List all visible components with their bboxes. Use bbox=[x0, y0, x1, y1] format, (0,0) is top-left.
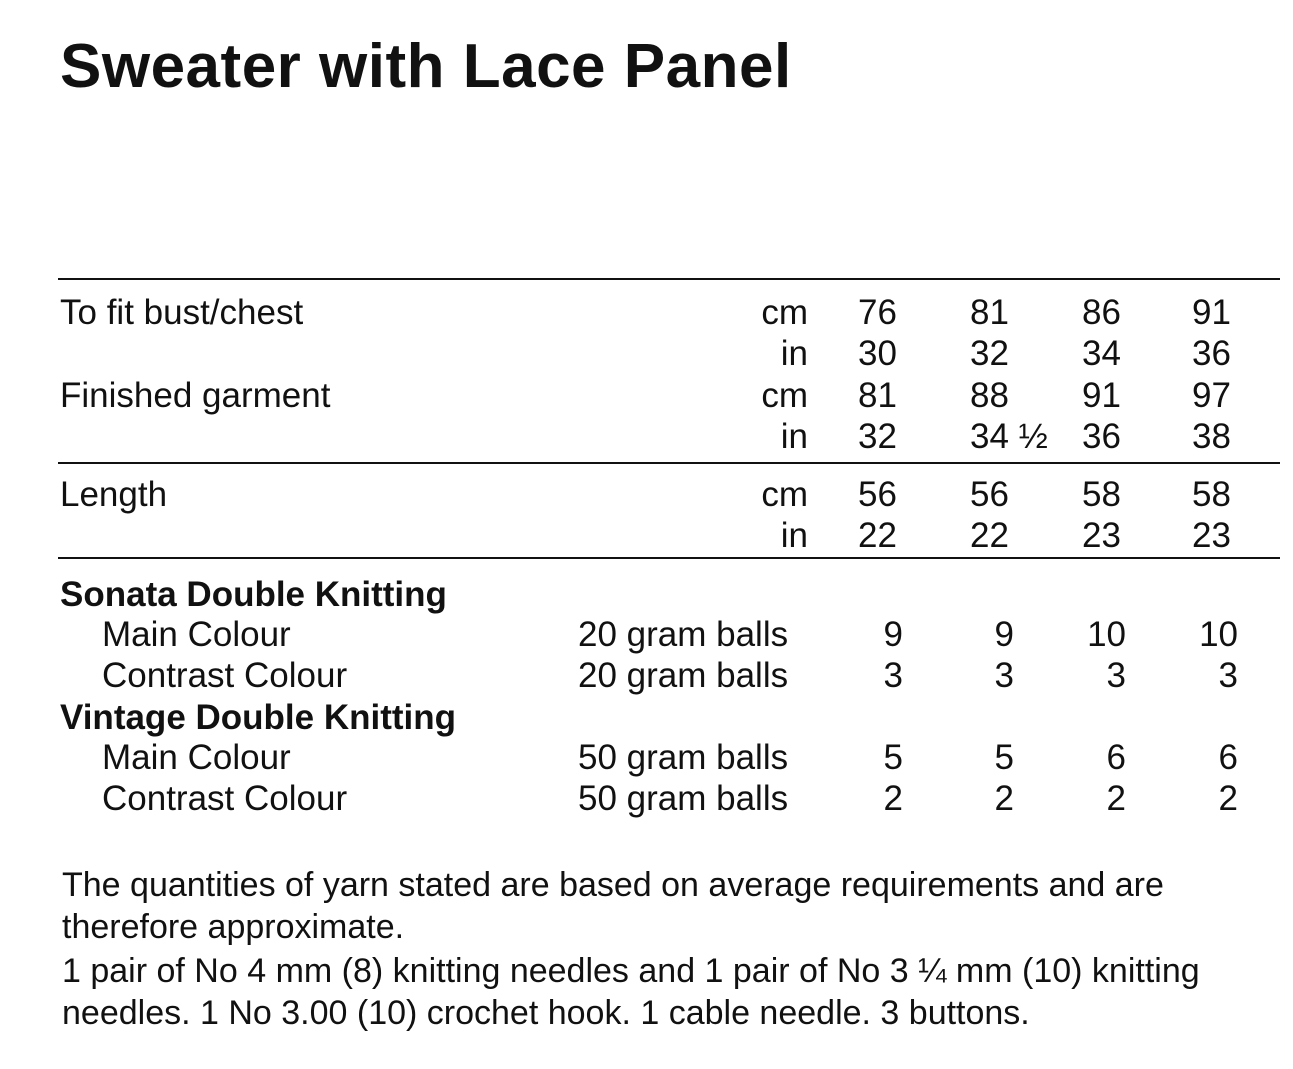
table-row-bust-in bbox=[0, 333, 1293, 375]
yarn-quantity: 6 bbox=[1106, 738, 1126, 777]
yarn-quantity: 5 bbox=[994, 738, 1014, 777]
size-value: 36 bbox=[1082, 417, 1121, 456]
yarn-quantity: 2 bbox=[883, 779, 903, 818]
row-label-bust: To fit bust/chest bbox=[60, 293, 304, 332]
yarn-unit: 20 gram balls bbox=[578, 615, 789, 654]
yarn-quantity: 2 bbox=[994, 779, 1014, 818]
table-row-length-in bbox=[0, 515, 1293, 557]
size-value: 91 bbox=[1192, 293, 1231, 332]
size-value: 76 bbox=[858, 293, 897, 332]
unit-label: cm bbox=[761, 293, 808, 332]
row-label-finished: Finished garment bbox=[60, 376, 331, 415]
unit-label: in bbox=[780, 417, 808, 456]
yarn-quantity: 9 bbox=[883, 615, 903, 654]
yarn-quantity: 3 bbox=[1106, 656, 1126, 695]
size-value: 56 bbox=[970, 475, 1009, 514]
table-bottom-rule bbox=[58, 557, 1280, 559]
size-value: 81 bbox=[970, 293, 1009, 332]
size-value: 22 bbox=[858, 516, 897, 555]
yarn-row-sonata-contrast bbox=[0, 655, 1293, 697]
yarn-quantity: 2 bbox=[1218, 779, 1238, 818]
size-value: 38 bbox=[1192, 417, 1231, 456]
size-value: 23 bbox=[1192, 516, 1231, 555]
yarn-quantity: 3 bbox=[883, 656, 903, 695]
size-value: 88 bbox=[970, 376, 1009, 415]
yarn-unit: 50 gram balls bbox=[578, 779, 789, 818]
table-row-finished-cm bbox=[0, 375, 1293, 417]
yarn-row-sonata-main bbox=[0, 614, 1293, 656]
row-label-length: Length bbox=[60, 475, 168, 514]
yarn-unit: 20 gram balls bbox=[578, 656, 789, 695]
yarn-quantity: 5 bbox=[883, 738, 903, 777]
size-value: 30 bbox=[858, 334, 897, 373]
yarn-name: Sonata Double Knitting bbox=[60, 575, 447, 614]
table-row-bust-cm bbox=[0, 292, 1293, 334]
size-value: 86 bbox=[1082, 293, 1121, 332]
yarn-colour-label: Contrast Colour bbox=[102, 779, 348, 818]
equipment-note: 1 pair of No 4 mm (8) knitting needles and 1 pair of No 3 ¼ mm (10) knitting needles. 1 No 3.00 (10) crochet hook. 1 cable needle. 3 buttons. bbox=[62, 952, 1200, 1032]
yarn-unit: 50 gram balls bbox=[578, 738, 789, 777]
yarn-quantity: 9 bbox=[994, 615, 1014, 654]
yarn-heading-sonata bbox=[0, 574, 1293, 616]
yarn-row-vintage-contrast bbox=[0, 778, 1293, 820]
unit-label: in bbox=[780, 516, 808, 555]
yarn-colour-label: Contrast Colour bbox=[102, 656, 348, 695]
size-value: 58 bbox=[1192, 475, 1231, 514]
size-value: 36 bbox=[1192, 334, 1231, 373]
yarn-quantity: 3 bbox=[1218, 656, 1238, 695]
yarn-quantity: 10 bbox=[1087, 615, 1126, 654]
yarn-name: Vintage Double Knitting bbox=[60, 698, 457, 737]
pattern-title: Sweater with Lace Panel bbox=[60, 32, 792, 101]
yarn-quantity-note: The quantities of yarn stated are based on average requirements and are therefore approximate. bbox=[62, 866, 1164, 946]
table-divider-rule bbox=[58, 462, 1280, 464]
unit-label: cm bbox=[761, 475, 808, 514]
table-top-rule bbox=[58, 278, 1280, 280]
size-value: 97 bbox=[1192, 376, 1231, 415]
size-value: 22 bbox=[970, 516, 1009, 555]
size-value: 34 bbox=[1082, 334, 1121, 373]
yarn-quantity: 10 bbox=[1199, 615, 1238, 654]
table-row-finished-in bbox=[0, 416, 1293, 458]
yarn-quantity: 3 bbox=[994, 656, 1014, 695]
size-value: 32 bbox=[858, 417, 897, 456]
size-value: 58 bbox=[1082, 475, 1121, 514]
yarn-row-vintage-main bbox=[0, 737, 1293, 779]
yarn-quantity: 2 bbox=[1106, 779, 1126, 818]
yarn-colour-label: Main Colour bbox=[102, 738, 291, 777]
yarn-colour-label: Main Colour bbox=[102, 615, 291, 654]
size-value: 91 bbox=[1082, 376, 1121, 415]
size-value: 56 bbox=[858, 475, 897, 514]
size-value: 23 bbox=[1082, 516, 1121, 555]
yarn-heading-vintage bbox=[0, 697, 1293, 739]
unit-label: in bbox=[780, 334, 808, 373]
size-value: 34 ½ bbox=[970, 417, 1048, 456]
unit-label: cm bbox=[761, 376, 808, 415]
size-value: 32 bbox=[970, 334, 1009, 373]
yarn-quantity: 6 bbox=[1218, 738, 1238, 777]
size-value: 81 bbox=[858, 376, 897, 415]
table-row-length-cm bbox=[0, 474, 1293, 516]
